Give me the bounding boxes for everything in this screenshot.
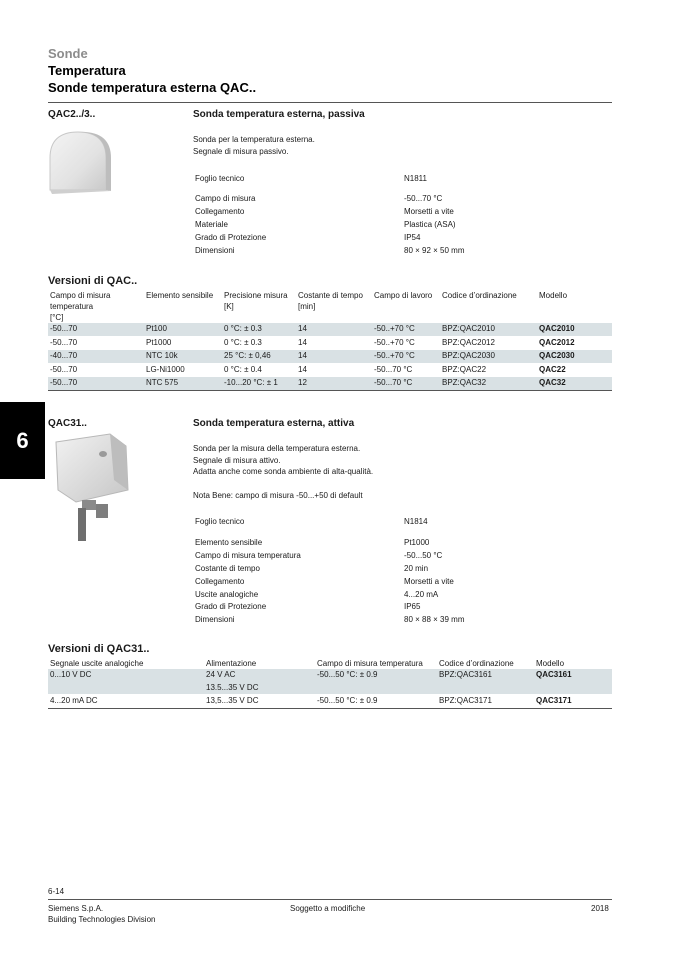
table-cell [204, 695, 315, 709]
column-header-line: Campo di misura [50, 291, 111, 300]
product2-description [193, 443, 373, 478]
column-header [537, 290, 612, 323]
column-header-line: Modello [536, 659, 565, 668]
table-cell [204, 669, 315, 695]
table-cell [537, 363, 612, 377]
column-header [372, 290, 440, 323]
spec-value: IP54 [404, 232, 421, 242]
table-row [48, 377, 612, 391]
cell-text: NTC 10k [146, 351, 178, 360]
cell-text: 0...10 V DC [50, 670, 92, 679]
table-cell [144, 323, 222, 336]
column-header [296, 290, 372, 323]
spec-value: Morsetti a vite [404, 576, 454, 586]
product1-description-line: Segnale di misura passivo. [193, 146, 289, 156]
cell-text: -50..+70 °C [374, 324, 415, 333]
column-header-line: Alimentazione [206, 659, 257, 668]
cell-text: 0 °C: ± 0.3 [224, 337, 262, 347]
table-cell [48, 350, 144, 364]
product2-specs [195, 537, 495, 627]
product2-title: Sonda temperatura esterna, attiva [193, 418, 355, 429]
cell-text: BPZ:QAC2030 [442, 351, 495, 360]
table-cell [48, 323, 144, 336]
cell-text: QAC3161 [536, 670, 572, 679]
cell-text: 13,5...35 V DC [206, 696, 259, 705]
product1-code: QAC2../3.. [48, 109, 96, 120]
table-cell [534, 695, 612, 709]
cell-text: -10...20 °C: ± 1 [224, 378, 278, 387]
table-cell [296, 336, 372, 350]
column-header [48, 290, 144, 323]
cell-text: QAC2030 [539, 351, 575, 360]
cell-text: -50...70 [50, 324, 78, 333]
column-header-line: Codice d’ordinazione [442, 291, 517, 300]
spec-label: Costante di tempo [195, 563, 260, 573]
table-cell [144, 336, 222, 350]
product1-datasheet [195, 173, 495, 186]
table-cell [144, 377, 222, 391]
cell-text: 25 °C: ± 0,46 [224, 351, 271, 360]
page-number: 6-14 [48, 887, 65, 896]
table-cell [222, 350, 296, 364]
table-cell [537, 377, 612, 391]
column-header-line: Codice d’ordinazione [439, 659, 514, 668]
datasheet-label: Foglio tecnico [195, 174, 245, 183]
table-row [48, 350, 612, 364]
cell-text: QAC2012 [539, 337, 575, 347]
table-row [48, 363, 612, 377]
product2-datasheet [195, 516, 495, 529]
table-cell [144, 363, 222, 377]
spec-value: 20 min [404, 563, 429, 573]
cell-text: 0 °C: ± 0.3 [224, 324, 262, 333]
cell-text: 4...20 mA DC [50, 696, 98, 705]
spec-label: Materiale [195, 219, 228, 229]
column-header [315, 658, 437, 669]
spec-row [195, 537, 495, 550]
table-cell [437, 669, 534, 695]
cell-text: -40...70 [50, 351, 78, 360]
cell-text: 13.5...35 V DC [206, 682, 259, 692]
table-row [48, 695, 612, 709]
table-cell [372, 363, 440, 377]
spec-row [195, 589, 495, 602]
header-divider [48, 102, 612, 103]
cell-text: QAC32 [539, 378, 566, 387]
spec-row [195, 576, 495, 589]
cell-text: -50...50 °C: ± 0.9 [317, 696, 378, 705]
spec-value: Pt1000 [404, 538, 430, 547]
spec-label: Elemento sensibile [195, 538, 263, 547]
column-header [440, 290, 537, 323]
versions2-title: Versioni di QAC31.. [48, 643, 150, 655]
spec-row [195, 563, 495, 576]
cell-text: BPZ:QAC3161 [439, 670, 492, 679]
table-cell [440, 323, 537, 336]
product1-specs [195, 193, 495, 257]
spec-row [195, 193, 495, 206]
column-header-line: [K] [224, 302, 234, 311]
cell-text: 14 [298, 364, 307, 374]
spec-value: -50...50 °C [404, 550, 443, 560]
footer-note: Soggetto a modifiche [290, 904, 366, 913]
product1-description [193, 134, 315, 157]
header-subtitle: Sonde temperatura esterna QAC.. [48, 80, 257, 95]
spec-row [195, 245, 495, 258]
column-header-line: Precisione misura [224, 291, 288, 300]
product2-description-line: Adatta anche come sonda ambiente di alta-qualità. [193, 467, 374, 476]
cell-text: -50...70 [50, 364, 78, 374]
datasheet-label: Foglio tecnico [195, 517, 245, 526]
table-cell [372, 336, 440, 350]
cell-text: QAC22 [539, 364, 566, 374]
cell-text: BPZ:QAC3171 [439, 696, 492, 705]
spec-label: Dimensioni [195, 245, 235, 255]
table-cell [372, 377, 440, 391]
spec-label: Grado di Protezione [195, 232, 267, 242]
spec-label: Campo di misura temperatura [195, 550, 301, 560]
cell-text: 14 [298, 351, 307, 360]
spec-row [195, 614, 495, 627]
sensor-passive-icon [48, 128, 118, 198]
table-row [48, 669, 612, 695]
product1-description-line: Sonda per la temperatura esterna. [193, 135, 315, 144]
column-header-line: temperatura [50, 302, 94, 311]
table-cell [48, 336, 144, 350]
column-header-line: Costante di tempo [298, 291, 363, 300]
column-header-line: [min] [298, 302, 316, 311]
cell-text: -50...70 °C [374, 378, 413, 387]
spec-label: Campo di misura [195, 194, 256, 203]
table-row [48, 336, 612, 350]
product2-note: Nota Bene: campo di misura -50...+50 di default [193, 491, 363, 500]
cell-text: NTC 575 [146, 378, 179, 387]
section-tab: 6 [0, 402, 45, 479]
cell-text: -50...50 °C: ± 0.9 [317, 670, 378, 679]
spec-label: Collegamento [195, 206, 245, 216]
spec-value: -50...70 °C [404, 194, 443, 203]
cell-text: -50...70 [50, 337, 78, 347]
product2-description-line: Segnale di misura attivo. [193, 455, 281, 465]
product2-description-line: Sonda per la misura della temperatura esterna. [193, 444, 361, 453]
cell-text: BPZ:QAC32 [442, 378, 487, 387]
cell-text: LG-Ni1000 [146, 364, 185, 374]
column-header-line: Modello [539, 291, 568, 300]
cell-text: 24 V AC [206, 670, 236, 679]
table-cell [296, 350, 372, 364]
cell-text: -50..+70 °C [374, 337, 415, 347]
product2-code: QAC31.. [48, 418, 87, 429]
table-cell [440, 336, 537, 350]
table-cell [222, 377, 296, 391]
table-cell [48, 695, 204, 709]
table-row [48, 323, 612, 336]
table-cell [372, 323, 440, 336]
table-cell [48, 669, 204, 695]
spec-value: 80 × 92 × 50 mm [404, 245, 465, 255]
spec-row [195, 601, 495, 614]
header-title: Temperatura [48, 63, 126, 78]
table-cell [440, 350, 537, 364]
table-cell [534, 669, 612, 695]
spec-value: 4...20 mA [404, 589, 439, 599]
table-cell [537, 336, 612, 350]
column-header-line: Campo di lavoro [374, 291, 433, 300]
versions2-table [48, 658, 612, 709]
table-cell [372, 350, 440, 364]
spec-row [195, 232, 495, 245]
column-header [437, 658, 534, 669]
cell-text: BPZ:QAC22 [442, 364, 487, 374]
column-header [48, 658, 204, 669]
column-header-line: Segnale uscite analogiche [50, 659, 144, 668]
table-cell [222, 336, 296, 350]
table-cell [222, 363, 296, 377]
datasheet-value: N1814 [404, 517, 428, 526]
table-cell [437, 695, 534, 709]
spec-value: 80 × 88 × 39 mm [404, 615, 465, 625]
spec-value: Plastica (ASA) [404, 219, 456, 229]
table-cell [296, 363, 372, 377]
column-header [534, 658, 612, 669]
cell-text: -50...70 °C [374, 364, 413, 374]
cell-text: 14 [298, 337, 307, 347]
column-header-line: Campo di misura temperatura [317, 659, 423, 668]
header-category: Sonde [48, 46, 88, 61]
spec-label: Collegamento [195, 576, 245, 586]
footer-company: Siemens S.p.A. [48, 904, 104, 913]
table-cell [315, 695, 437, 709]
product1-title: Sonda temperatura esterna, passiva [193, 109, 365, 120]
spec-row [195, 206, 495, 219]
cell-text: Pt1000 [146, 337, 172, 347]
spec-label: Grado di Protezione [195, 602, 267, 612]
table-cell [440, 363, 537, 377]
cell-text: Pt100 [146, 324, 167, 333]
cell-text: -50..+70 °C [374, 351, 415, 360]
spec-row [195, 550, 495, 563]
table-cell [296, 377, 372, 391]
table-cell [440, 377, 537, 391]
table-cell [296, 323, 372, 336]
cell-text: BPZ:QAC2010 [442, 324, 495, 333]
spec-value: Morsetti a vite [404, 206, 454, 216]
table-cell [144, 350, 222, 364]
table-cell [315, 669, 437, 695]
table-cell [48, 377, 144, 391]
sensor-active-icon [48, 432, 133, 544]
footer-division: Building Technologies Division [48, 915, 156, 924]
cell-text: QAC2010 [539, 324, 575, 333]
cell-text: BPZ:QAC2012 [442, 337, 495, 347]
spec-label: Dimensioni [195, 615, 235, 625]
spec-row [195, 219, 495, 232]
spec-label: Uscite analogiche [195, 589, 259, 599]
versions1-table [48, 290, 612, 391]
spec-value: IP65 [404, 602, 421, 612]
footer-year: 2018 [591, 904, 609, 913]
datasheet-value: N1811 [404, 174, 427, 183]
versions1-title: Versioni di QAC.. [48, 275, 138, 287]
table-cell [48, 363, 144, 377]
column-header-line: Elemento sensibile [146, 291, 214, 300]
column-header-line: [°C] [50, 313, 64, 322]
table-cell [222, 323, 296, 336]
cell-text: 0 °C: ± 0.4 [224, 364, 262, 374]
table-cell [537, 323, 612, 336]
table-cell [537, 350, 612, 364]
column-header [222, 290, 296, 323]
cell-text: QAC3171 [536, 696, 572, 705]
column-header [144, 290, 222, 323]
cell-text: -50...70 [50, 378, 78, 387]
cell-text: 12 [298, 378, 307, 387]
footer-divider [48, 899, 612, 900]
column-header [204, 658, 315, 669]
cell-text: 14 [298, 324, 307, 333]
